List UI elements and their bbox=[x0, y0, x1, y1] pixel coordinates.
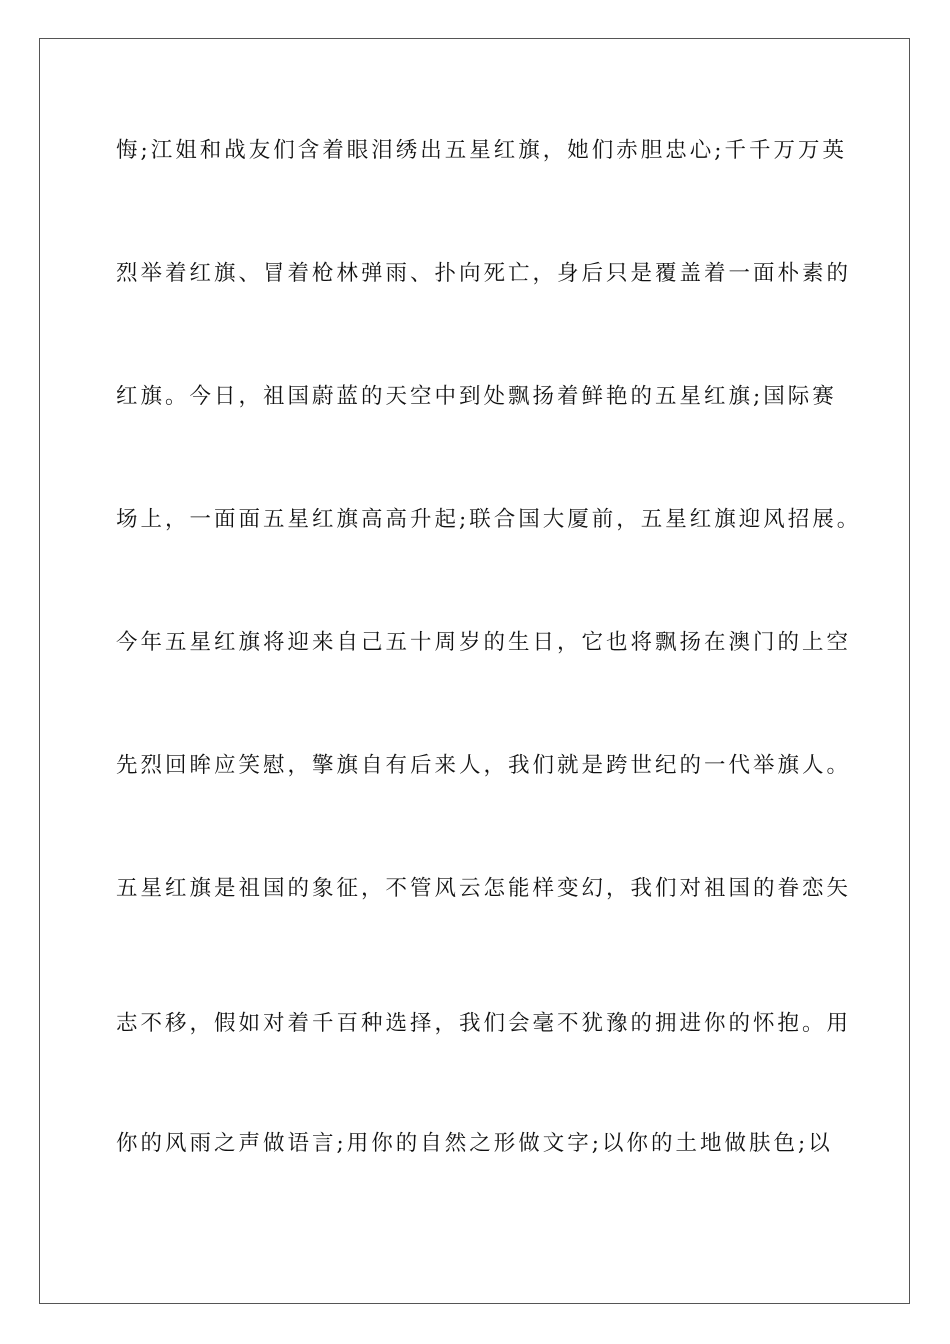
page-border bbox=[39, 38, 910, 1304]
body-text-line: 先烈回眸应笑慰，擎旗自有后来人，我们就是跨世纪的一代举旗人。 bbox=[116, 753, 852, 778]
body-text-line: 今年五星红旗将迎来自己五十周岁的生日，它也将飘扬在澳门的上空 bbox=[116, 630, 852, 655]
body-text-line: 志不移，假如对着千百种选择，我们会毫不犹豫的拥进你的怀抱。用 bbox=[116, 1011, 852, 1036]
body-text-line: 烈举着红旗、冒着枪林弹雨、扑向死亡，身后只是覆盖着一面朴素的 bbox=[116, 261, 852, 286]
body-text-line: 你的风雨之声做语言;用你的自然之形做文字;以你的土地做肤色;以 bbox=[116, 1131, 833, 1156]
body-text-line: 场上，一面面五星红旗高高升起;联合国大厦前，五星红旗迎风招展。 bbox=[116, 507, 862, 532]
body-text-line: 悔;江姐和战友们含着眼泪绣出五星红旗，她们赤胆忠心;千千万万英 bbox=[116, 138, 847, 163]
body-text-line: 五星红旗是祖国的象征，不管风云怎能样变幻，我们对祖国的眷恋矢 bbox=[116, 876, 852, 901]
body-text-line: 红旗。今日，祖国蔚蓝的天空中到处飘扬着鲜艳的五星红旗;国际赛 bbox=[116, 384, 837, 409]
